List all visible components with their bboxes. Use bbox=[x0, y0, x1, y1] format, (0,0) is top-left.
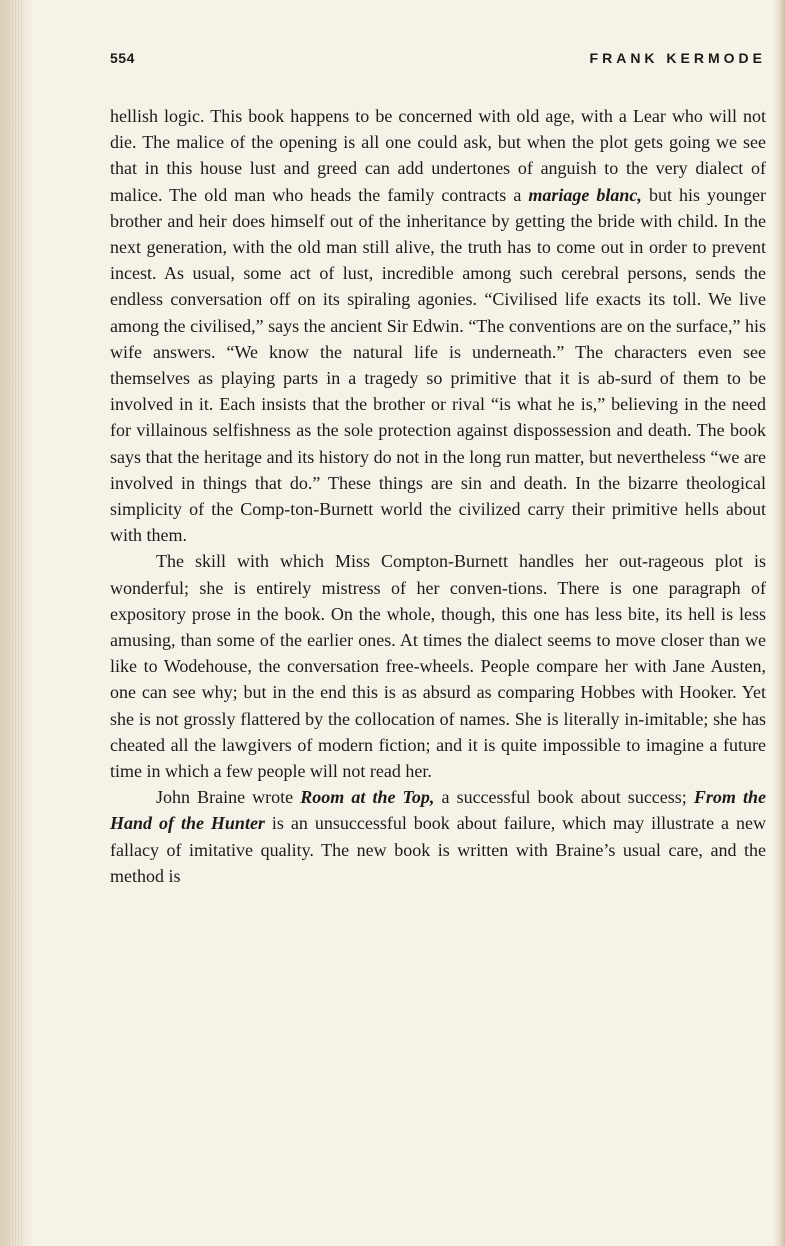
page-number: 554 bbox=[110, 50, 135, 66]
page-right-edge bbox=[773, 0, 785, 1246]
text-segment: hellish logic. This book happens to be concerned with old age, with a Lear who will not die. The malice of the opening is all one could ask, but when the plot gets going we see that in this house lust and greed can add undertones of anguish to the very dialect of malice. The old man who heads the family contracts a bbox=[110, 106, 766, 205]
italic-text-segment: mariage blanc, bbox=[528, 184, 642, 205]
italic-title-room-at-the-top: Room at the Top, bbox=[300, 787, 435, 808]
body-text bbox=[110, 103, 766, 889]
paragraph-1 bbox=[110, 103, 766, 548]
paragraph-3 bbox=[110, 784, 766, 889]
page-edge-lines bbox=[6, 0, 24, 1246]
text-segment: John Braine wrote bbox=[156, 787, 301, 808]
italic-title-from-the-hand-of-the-hunter: From the Hand of the Hunter bbox=[110, 787, 766, 834]
running-head-author: FRANK KERMODE bbox=[589, 50, 766, 66]
text-segment: is an unsuccessful book about failure, which may illustrate a new fallacy of imitative quality. The new book is written with Braine’s usual care, and the method is bbox=[110, 813, 766, 886]
text-segment: The skill with which Miss Compton-Burnett handles her out-rageous plot is wonderful; she is entirely mistress of her conven-tions. There is one paragraph of expository prose in the book. On the whole, though, this one has less bite, its hell is less amusing, than some of the earlier ones. At times the dialect seems to move closer than we like to Wodehouse, the conversation free-wheels. People compare her with Jane Austen, one can see why; but in the end this is as absurd as comparing Hobbes with Hooker. Yet she is not grossly flattered by the collocation of names. She is literally in-imitable; she has cheated all the lawgivers of modern fiction; and it is quite impossible to imagine a future time in which a few people will not read her. bbox=[110, 551, 766, 782]
text-segment: a successful book about success; bbox=[434, 787, 694, 808]
text-segment: but his younger brother and heir does himself out of the inheritance by getting the bride with child. In the next generation, with the old man still alive, the truth has to come out in order to prevent incest. As usual, some act of lust, incredible among such cerebral persons, sends the endless conversation off on its spiraling agonies. “Civilised life exacts its toll. We live among the civilised,” says the ancient Sir Edwin. “The conventions are on the surface,” his wife answers. “We know the natural life is underneath.” The characters even see themselves as playing parts in a tragedy so primitive that it is ab-surd of them to be involved in it. Each insists that the brother or rival “is what he is,” believing in the need for villainous selfishness as the sole protection against dispossession and death. The book says that the heritage and its history do not in the long run matter, but nevertheless “we are involved in things that do.” These things are sin and death. In the bizarre theological simplicity of the Comp-ton-Burnett world the civilized carry their primitive hells about with them. bbox=[110, 184, 766, 546]
page-header bbox=[110, 50, 766, 74]
paragraph-2 bbox=[110, 548, 766, 784]
